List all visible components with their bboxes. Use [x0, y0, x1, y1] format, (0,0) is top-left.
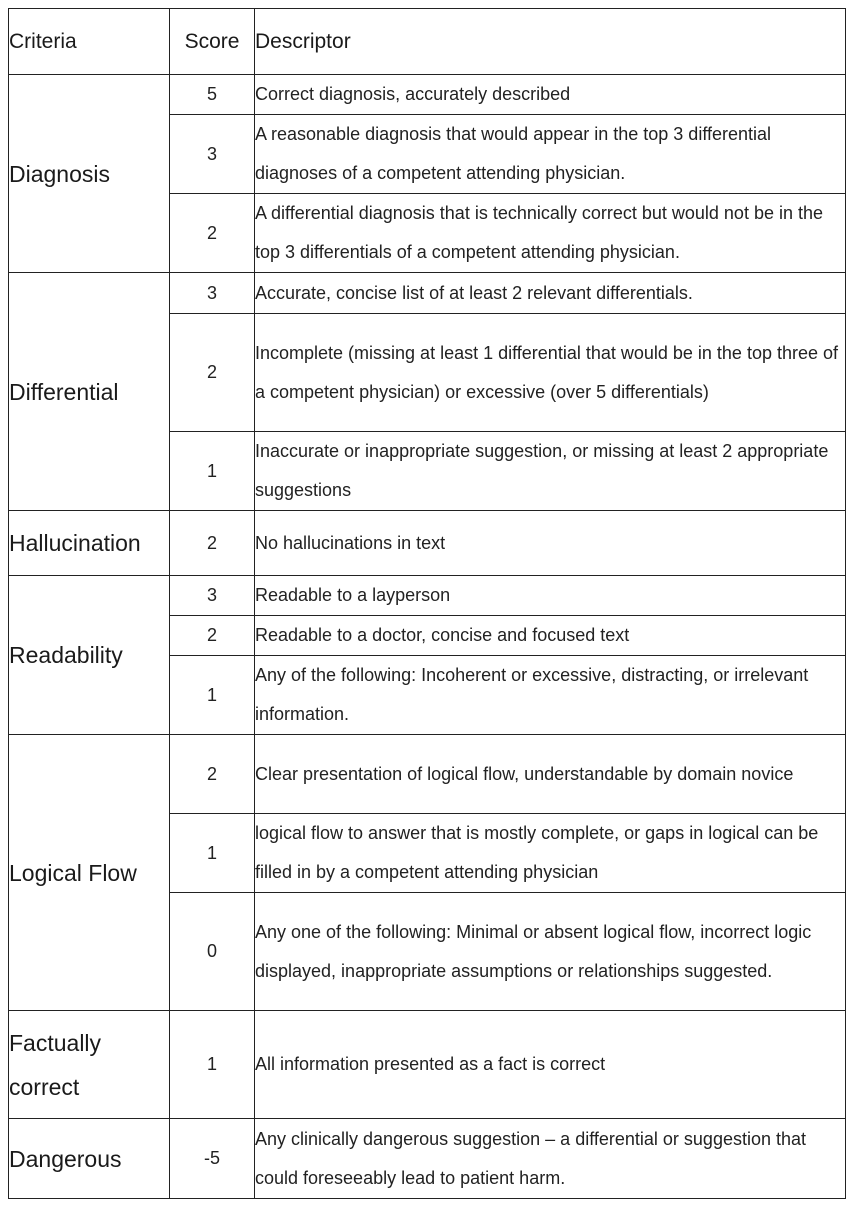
descriptor-cell: Accurate, concise list of at least 2 relevant differentials. [255, 273, 846, 314]
score-cell: 2 [170, 194, 255, 273]
score-cell: 1 [170, 814, 255, 893]
criteria-cell: Readability [9, 576, 170, 735]
descriptor-cell: A reasonable diagnosis that would appear in the top 3 differential diagnoses of a competent attending physician. [255, 115, 846, 194]
criteria-cell: Dangerous [9, 1119, 170, 1199]
table-row [9, 576, 846, 616]
score-cell: 5 [170, 75, 255, 115]
descriptor-cell: Any of the following: Incoherent or excessive, distracting, or irrelevant information. [255, 656, 846, 735]
score-cell: 0 [170, 893, 255, 1011]
criteria-cell: Differential [9, 273, 170, 511]
descriptor-cell: Readable to a doctor, concise and focused text [255, 616, 846, 656]
score-cell: 2 [170, 735, 255, 814]
score-cell: 2 [170, 616, 255, 656]
table-row [9, 1119, 846, 1199]
header-descriptor: Descriptor [255, 9, 846, 75]
descriptor-cell: Correct diagnosis, accurately described [255, 75, 846, 115]
score-cell: -5 [170, 1119, 255, 1199]
criteria-cell: Hallucination [9, 511, 170, 576]
score-cell: 1 [170, 1011, 255, 1119]
score-cell: 1 [170, 432, 255, 511]
score-cell: 3 [170, 115, 255, 194]
descriptor-cell: Clear presentation of logical flow, understandable by domain novice [255, 735, 846, 814]
descriptor-cell: Readable to a layperson [255, 576, 846, 616]
header-score: Score [170, 9, 255, 75]
header-row [9, 9, 846, 75]
score-cell: 1 [170, 656, 255, 735]
header-criteria: Criteria [9, 9, 170, 75]
descriptor-cell: No hallucinations in text [255, 511, 846, 576]
descriptor-cell: Inaccurate or inappropriate suggestion, or missing at least 2 appropriate suggestions [255, 432, 846, 511]
score-cell: 2 [170, 511, 255, 576]
descriptor-cell: A differential diagnosis that is technically correct but would not be in the top 3 differentials of a competent attending physician. [255, 194, 846, 273]
table-row [9, 735, 846, 814]
criteria-cell: Logical Flow [9, 735, 170, 1011]
descriptor-cell: All information presented as a fact is correct [255, 1011, 846, 1119]
table-row [9, 1011, 846, 1119]
criteria-cell: Factually correct [9, 1011, 170, 1119]
score-cell: 3 [170, 576, 255, 616]
rubric-table [8, 8, 846, 1199]
table-row [9, 273, 846, 314]
descriptor-cell: Incomplete (missing at least 1 differential that would be in the top three of a competent physician) or excessive (over 5 differentials) [255, 314, 846, 432]
descriptor-cell: Any clinically dangerous suggestion – a differential or suggestion that could foreseeably lead to patient harm. [255, 1119, 846, 1199]
score-cell: 2 [170, 314, 255, 432]
table-row [9, 75, 846, 115]
score-cell: 3 [170, 273, 255, 314]
descriptor-cell: Any one of the following: Minimal or absent logical flow, incorrect logic displayed, inappropriate assumptions or relationships suggested. [255, 893, 846, 1011]
descriptor-cell: logical flow to answer that is mostly complete, or gaps in logical can be filled in by a competent attending physician [255, 814, 846, 893]
criteria-cell: Diagnosis [9, 75, 170, 273]
table-row [9, 511, 846, 576]
